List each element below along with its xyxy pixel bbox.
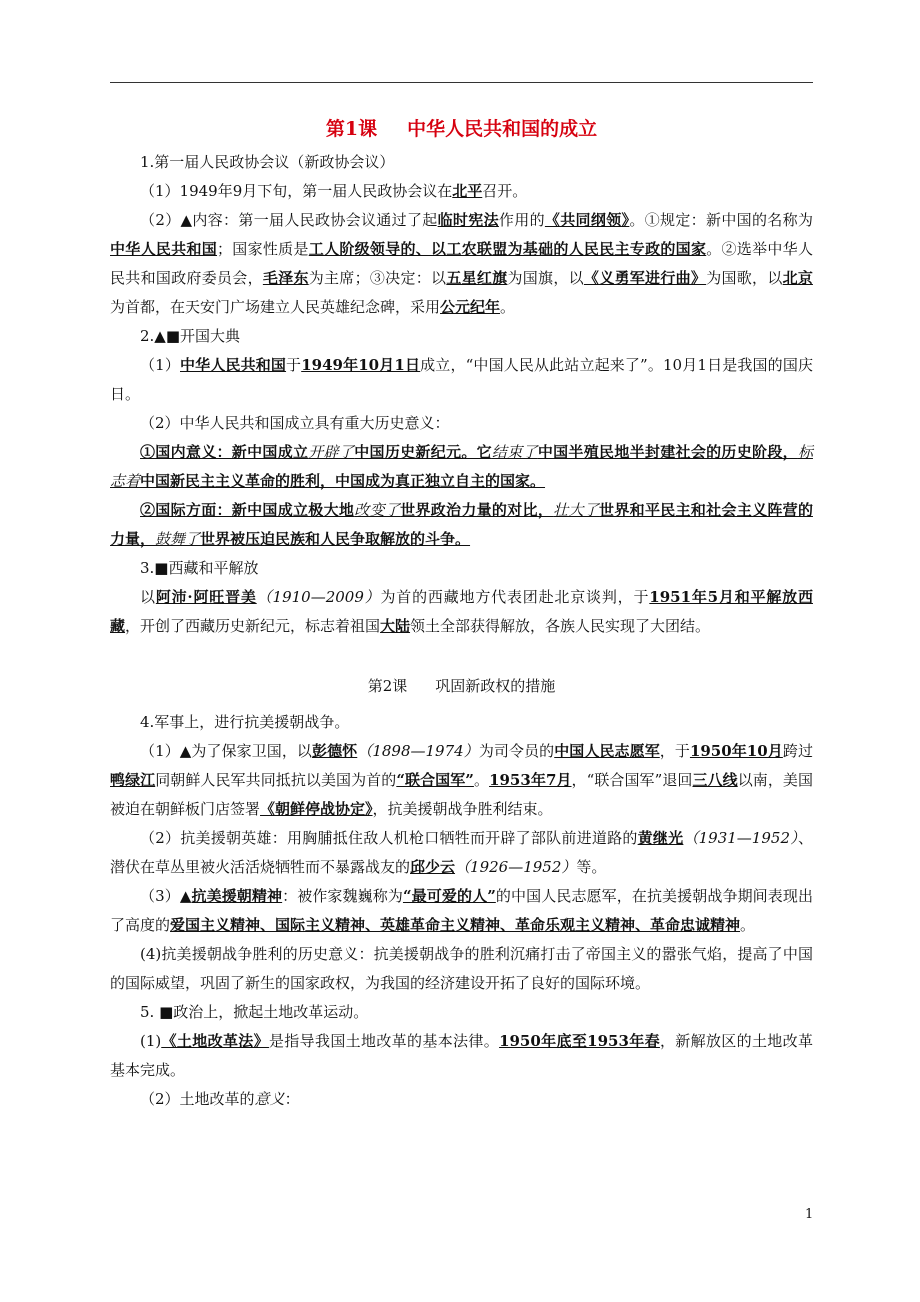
paragraph-3: （1）中华人民共和国于1949年10月1日成立，“中国人民从此站立起来了”。10月1日是我国的国庆日。 xyxy=(110,356,813,403)
paragraph-12: (1)《土地改革法》是指导我国土地改革的基本法律。1950年底至1953年春，新解放区的土地改革基本完成。 xyxy=(110,1032,813,1079)
lesson1-number: 第1课 xyxy=(325,118,378,140)
paragraph-10: （3）▲抗美援朝精神：被作家魏巍称为“最可爱的人”的中国人民志愿军，在抗美援朝战争期间表现出了高度的爱国主义精神、国际主义精神、英雄革命主义精神、革命乐观主义精神、革命忠诚精神。 xyxy=(110,887,813,934)
section1-heading: 1.第一届人民政协会议（新政协会议） xyxy=(140,153,395,171)
document-body xyxy=(110,110,813,1114)
page-number: 1 xyxy=(805,1207,814,1222)
section5-heading: 5. ■政治上，掀起土地改革运动。 xyxy=(140,1003,369,1021)
header-rule xyxy=(110,82,813,83)
paragraph-8: （1）▲为了保家卫国，以彭德怀（1898—1974）为司令员的中国人民志愿军，于1950年10月跨过鸭绿江同朝鲜人民军共同抵抗以美国为首的“联合国军”。1953年7月，“联合国军”退回三八线以南，美国被迫在朝鲜板门店签署《朝鲜停战协定》，抗美援朝战争胜利结束。 xyxy=(110,742,813,818)
section4-heading: 4.军事上，进行抗美援朝战争。 xyxy=(140,713,350,731)
paragraph-5-domestic-significance: ①国内意义：新中国成立开辟了中国历史新纪元。它结束了中国半殖民地半封建社会的历史阶段，标志着中国新民主主义革命的胜利，中国成为真正独立自主的国家。 xyxy=(110,443,813,490)
paragraph-1: （1）1949年9月下旬，第一届人民政协会议在北平召开。 xyxy=(140,182,528,200)
paragraph-4: （2）中华人民共和国成立具有重大历史意义： xyxy=(140,414,450,432)
paragraph-2: （2）▲内容：第一届人民政协会议通过了起临时宪法作用的《共同纲领》。①规定：新中国的名称为中华人民共和国；国家性质是工人阶级领导的、以工农联盟为基础的人民民主专政的国家。②选举中华人民共和国政府委员会，毛泽东为主席；③决定：以五星红旗为国旗，以《义勇军进行曲》为国歌，以北京为首都，在天安门广场建立人民英雄纪念碑，采用公元纪年。 xyxy=(110,211,813,316)
paragraph-9: （2）抗美援朝英雄：用胸脯抵住敌人机枪口牺牲而开辟了部队前进道路的黄继光（1931—1952）、潜伏在草丛里被火活活烧牺牲而不暴露战友的邱少云（1926—1952）等。 xyxy=(110,829,813,876)
lesson1-title xyxy=(110,114,813,141)
section2-heading: 2.▲■开国大典 xyxy=(140,327,241,345)
lesson1-title-text: 中华人民共和国的成立 xyxy=(407,118,598,140)
paragraph-13: （2）土地改革的意义： xyxy=(140,1090,300,1108)
paragraph-6-international-significance: ②国际方面：新中国成立极大地改变了世界政治力量的对比，壮大了世界和平民主和社会主义阵营的力量，鼓舞了世界被压迫民族和人民争取解放的斗争。 xyxy=(110,501,813,548)
paragraph-11: (4)抗美援朝战争胜利的历史意义：抗美援朝战争的胜利沉痛打击了帝国主义的嚣张气焰，提高了中国的国际威望，巩固了新生的国家政权，为我国的经济建设开拓了良好的国际环境。 xyxy=(110,945,813,992)
paragraph-7: 以阿沛·阿旺晋美（1910—2009）为首的西藏地方代表团赴北京谈判，于1951年5月和平解放西藏，开创了西藏历史新纪元，标志着祖国大陆领土全部获得解放，各族人民实现了大团结。 xyxy=(110,588,813,635)
section3-heading: 3.■西藏和平解放 xyxy=(140,559,259,577)
lesson2-title: 第2课 巩固新政权的措施 xyxy=(367,677,556,695)
